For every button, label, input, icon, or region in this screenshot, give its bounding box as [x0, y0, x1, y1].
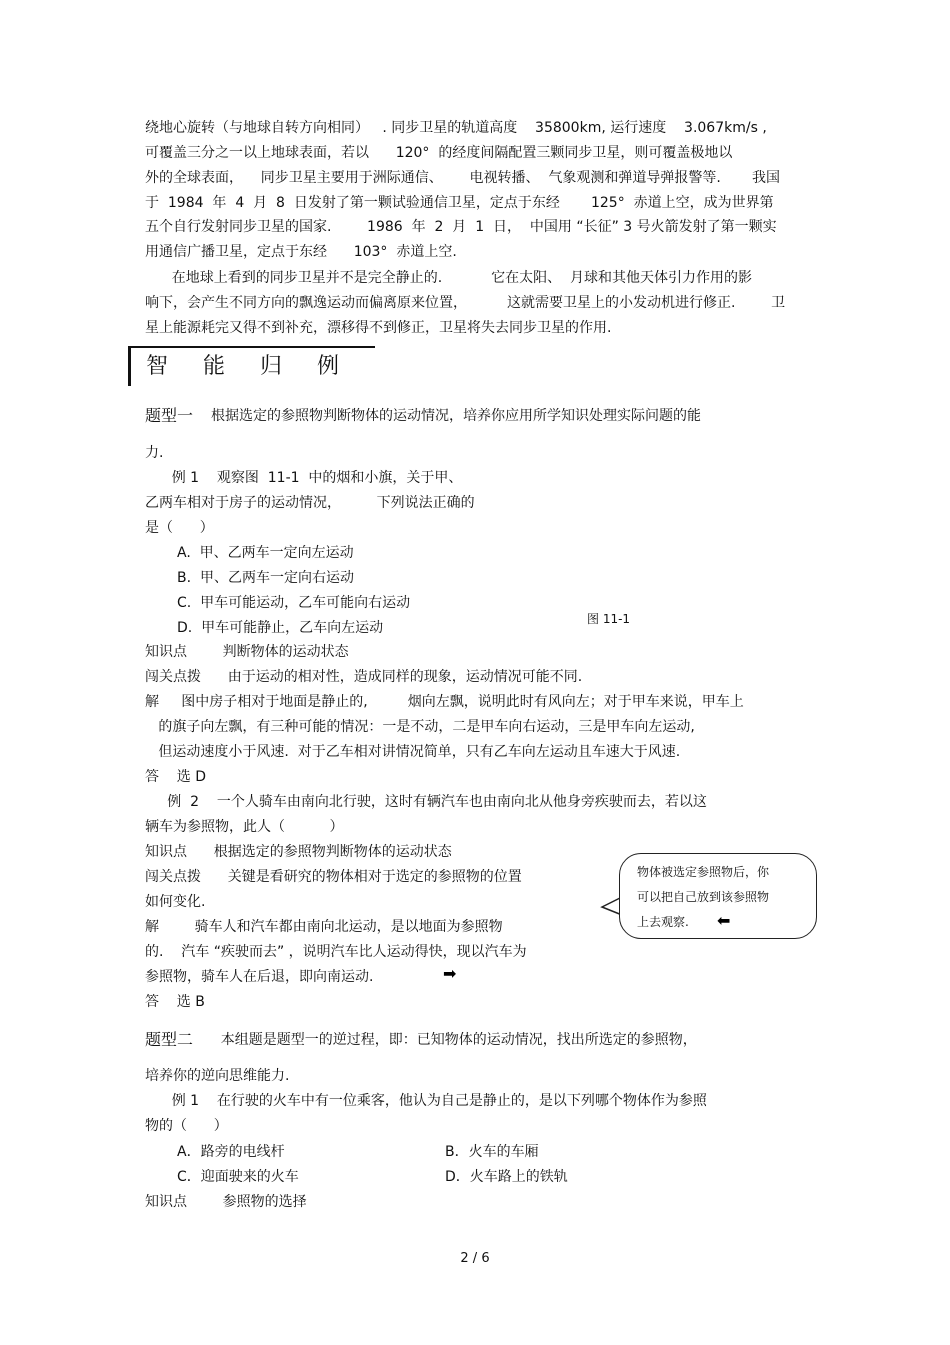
ex1-question-line-2: 乙两车相对于房子的运动情况， 下列说法正确的 [145, 495, 475, 511]
ex1-option-d: D. 甲车可能静止，乙车向左运动 [177, 620, 384, 636]
intro-line-1: 绕地心旋转（与地球自转方向相同） . 同步卫星的轨道高度 35800km, 运行速度 3.067km/s , [145, 120, 767, 136]
ex1-solution-line-3: 但运动速度小于风速. 对于乙车相对讲情况简单，只有乙车向左运动且车速大于风速. [145, 744, 681, 760]
ex1-solution-line-2: 的旗子向左飘，有三种可能的情况：一是不动，二是甲车向右运动，三是甲车向左运动, [145, 719, 695, 735]
type2-desc: 本组题是题型一的逆过程，即：已知物体的运动情况，找出所选定的参照物， [203, 1032, 697, 1048]
intro-line-2: 可覆盖三分之一以上地球表面，若以 120° 的经度间隔配置三颗同步卫星，则可覆盖极地以 [145, 145, 733, 161]
t2-ex1-option-a: A．路旁的电线杆 [177, 1144, 285, 1160]
ex1-knowledge-point: 知识点 判断物体的运动状态 [145, 644, 349, 660]
ex1-solution-line-1: 解 图中房子相对于地面是静止的, 烟向左飘，说明此时有风向左；对于甲车来说，甲车上 [145, 694, 744, 710]
type2-desc-cont: 培养你的逆向思维能力. [145, 1068, 290, 1084]
section-heading: 智 能 归 例 [146, 354, 353, 379]
ex2-tip-line-1: 闯关点拨 关键是看研究的物体相对于选定的参照物的位置 [145, 869, 522, 885]
ex2-tip-line-2: 如何变化. [145, 894, 206, 910]
type1-desc: 根据选定的参照物判断物体的运动情况，培养你应用所学知识处理实际问题的能 [211, 408, 701, 424]
t2-ex1-option-b: B．火车的车厢 [445, 1144, 539, 1160]
intro-line-8: 响下，会产生不同方向的飘逸运动而偏离原来位置， 这就需要卫星上的小发动机进行修正. 卫 [145, 295, 786, 311]
ex1-question-line-3: 是（ ） [145, 520, 214, 536]
intro-line-7: 在地球上看到的同步卫星并不是完全静止的. 它在太阳、 月球和其他天体引力作用的影 [145, 270, 753, 286]
intro-line-9: 星上能源耗完又得不到补充，漂移得不到修正，卫星将失去同步卫星的作用. [145, 320, 612, 336]
ex2-knowledge-point: 知识点 根据选定的参照物判断物体的运动状态 [145, 844, 452, 860]
ex1-tip: 闯关点拨 由于运动的相对性，造成同样的现象，运动情况可能不同. [145, 669, 583, 685]
intro-line-5: 五个自行发射同步卫星的国家. 1986 年 2 月 1 日， 中国用 “长征” 3 号火箭发射了第一颗实 [145, 219, 777, 235]
ex2-solution-line-3: 参照物，骑车人在后退，即向南运动. [145, 969, 374, 985]
ex2-solution-line-2: 的. 汽车 “疾驶而去” ，说明汽车比人运动得快，现以汽车为 [145, 944, 527, 960]
arrow-left-icon: ⬅ [717, 911, 731, 930]
ex1-question-line-1: 例 1 观察图 11-1 中的烟和小旗，关于甲、 [145, 470, 463, 486]
t2-ex1-knowledge-point: 知识点 参照物的选择 [145, 1194, 307, 1210]
type2-title: 题型二 [145, 1030, 194, 1049]
intro-line-6: 用通信广播卫星，定点于东经 103° 赤道上空. [145, 244, 457, 260]
t2-ex1-question-line-1: 例 1 在行驶的火车中有一位乘客，他认为自己是静止的，是以下列哪个物体作为参照 [145, 1093, 707, 1109]
ex1-answer: 答 选 D [145, 769, 207, 785]
ex2-solution-line-1: 解 骑车人和汽车都由南向北运动，是以地面为参照物 [145, 919, 503, 935]
callout-line-2: 可以把自己放到该参照物 [637, 890, 770, 904]
figure-caption: 图 11-1 [587, 612, 631, 626]
ex1-option-a: A. 甲、乙两车一定向左运动 [177, 545, 354, 561]
t2-ex1-option-d: D．火车路上的铁轨 [445, 1169, 568, 1185]
ex1-option-b: B. 甲、乙两车一定向右运动 [177, 570, 354, 586]
callout-line-3: 上去观察. [637, 915, 689, 929]
t2-ex1-option-c: C．迎面驶来的火车 [177, 1169, 299, 1185]
intro-line-4: 于 1984 年 4 月 8 日发射了第一颗试验通信卫星，定点于东经 125° 赤道上空，成为世界第 [145, 195, 774, 211]
ex2-answer: 答 选 B [145, 994, 205, 1010]
ex1-option-c: C. 甲车可能运动，乙车可能向右运动 [177, 595, 411, 611]
callout-line-1: 物体被选定参照物后，你 [637, 865, 770, 879]
ex2-question-line-1: 例 2 一个人骑车由南向北行驶，这时有辆汽车也由南向北从他身旁疾驶而去，若以这 [145, 794, 707, 810]
ex2-question-line-2: 辆车为参照物，此人（ ） [145, 819, 344, 835]
page-number: 2 / 6 [460, 1251, 490, 1266]
type1-title: 题型一 [145, 406, 194, 425]
t2-ex1-question-line-2: 物的（ ） [145, 1118, 228, 1134]
arrow-right-icon: ➡ [443, 964, 457, 983]
intro-line-3: 外的全球表面， 同步卫星主要用于洲际通信、 电视转播、 气象观测和弹道导弹报警等. 我国 [145, 170, 781, 186]
type1-desc-cont: 力. [145, 445, 164, 461]
